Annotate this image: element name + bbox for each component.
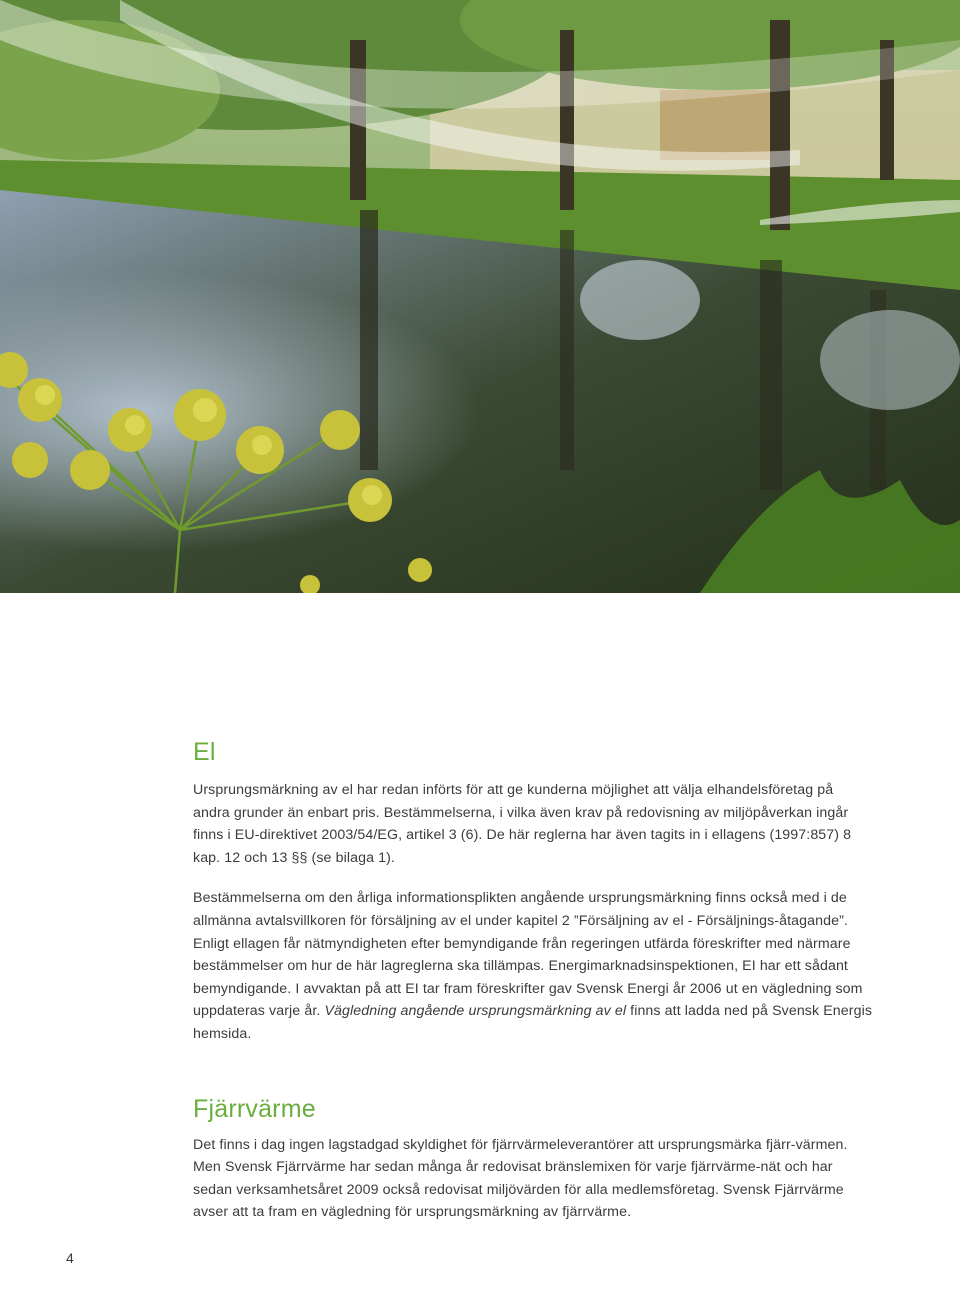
heading-el: El [193, 738, 216, 766]
section-fjarrvarme [193, 1092, 873, 1224]
paragraph-el-2-main: Bestämmelserna om den årliga informationsplikten angående ursprungsmärkning finns också med i de allmänna avtalsvillkoren för försäljning av el under kapitel 2 ”Försäljning av el - Försäljnings-åtagande”. Enligt ellagen får nätmyndigheten efter bemyndigande från regeringen utfärda föreskrifter med närmare bestämmelser om hur de här lagreglerna ska tillämpas. Energimarknadsinspektionen, EI har ett sådant bemyndigande. I avvaktan på att EI tar fram föreskrifter gav Svensk Energi år 2006 ut en vägledning som uppdateras varje år. [193, 890, 863, 1020]
paragraph-fjarrvarme-1: Det finns i dag ingen lagstadgad skyldighet för fjärrvärmeleverantörer att ursprungsmärka fjärr-värmen. Men Svensk Fjärrvärme har sedan många år redovisat bränslemixen för varje fjärrvärme-nät och har sedan verksamhetsåret 2009 också redovisat miljövärden för alla medlemsföretag. Svensk Fjärrvärme avser att ta fram en vägledning för ursprungsmärkning av fjärrvärme. [193, 1136, 848, 1221]
landscape-photo-icon [0, 0, 960, 593]
hero-photo [0, 0, 960, 593]
paragraph-el-2 [193, 887, 873, 1045]
guide-title: Vägledning angående ursprungsmärkning av el [324, 1003, 627, 1020]
page-number: 4 [66, 1250, 74, 1266]
heading-fjarrvarme: Fjärrvärme [193, 1094, 316, 1123]
paragraph-el-1: Ursprungsmärkning av el har redan införts för att ge kunderna möjlighet att välja elhandelsföretag på andra grunder än enbart pris. Bestämmelserna, i vilka även krav på redovisning av miljöpåverkan ingår finns i EU-direktivet 2003/54/EG, artikel 3 (6). De här reglerna har även tagits in i ellagens (1997:857) 8 kap. 12 och 13 §§ (se bilaga 1). [193, 782, 852, 866]
section-el [193, 735, 873, 1046]
main-content [193, 735, 873, 1224]
paragraph-el-2-end: finns att ladda ned på Svensk Energis hemsida. [193, 1003, 873, 1042]
